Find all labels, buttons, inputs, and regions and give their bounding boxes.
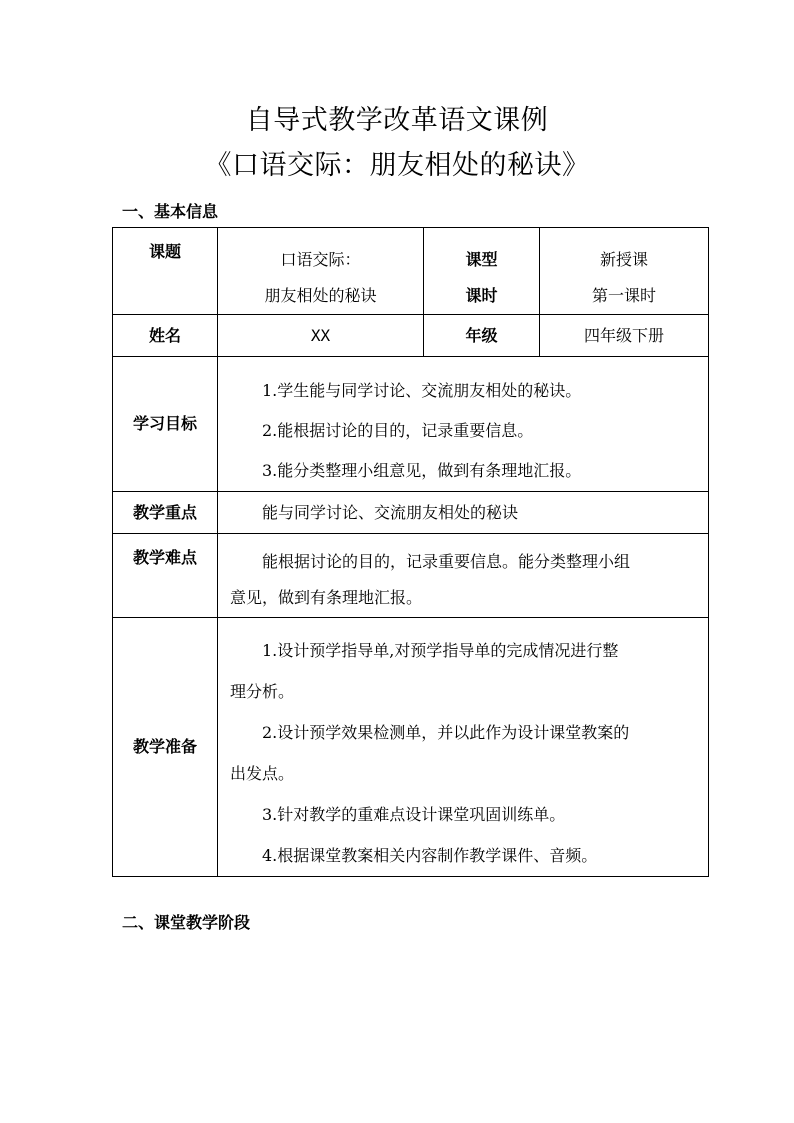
value-period: 第一课时 <box>591 286 656 305</box>
value-key-points: 能与同学讨论、交流朋友相处的秘诀 <box>218 492 709 534</box>
section-classroom-heading: 二、课堂教学阶段 <box>122 913 251 932</box>
difficulties-line-2: 意见，做到有条理地汇报。 <box>230 588 423 607</box>
label-preparation: 教学准备 <box>113 618 218 877</box>
table-row <box>113 357 709 492</box>
preparation-item-1-line-2: 理分析。 <box>230 682 295 701</box>
label-type-period <box>424 228 540 315</box>
label-topic <box>113 228 218 315</box>
label-difficulties-text: 教学难点 <box>132 548 197 567</box>
document-subtitle: 《口语交际：朋友相处的秘诀》 <box>204 150 590 181</box>
preparation-item-1-line-1: 1.设计预学指导单,对预学指导单的完成情况进行整 <box>262 641 619 660</box>
topic-line-1: 口语交际： <box>280 250 361 269</box>
section-basic-info-heading: 一、基本信息 <box>122 202 219 221</box>
value-difficulties <box>218 534 709 618</box>
table-row <box>113 228 709 315</box>
value-preparation <box>218 618 709 877</box>
preparation-item-2-line-2: 出发点。 <box>230 764 295 783</box>
value-name: XX <box>218 315 424 357</box>
table-row <box>113 534 709 618</box>
preparation-item-4: 4.根据课堂教案相关内容制作教学课件、音频。 <box>262 846 598 865</box>
goal-item: 2.能根据讨论的目的，记录重要信息。 <box>262 421 534 440</box>
label-key-points: 教学重点 <box>113 492 218 534</box>
label-difficulties <box>113 534 218 618</box>
basic-info-table <box>112 227 709 877</box>
value-topic <box>218 228 424 315</box>
label-topic-text: 课题 <box>148 242 181 261</box>
label-goals: 学习目标 <box>113 357 218 492</box>
value-goals <box>218 357 709 492</box>
goal-item: 3.能分类整理小组意见，做到有条理地汇报。 <box>262 461 582 480</box>
table-row <box>113 492 709 534</box>
value-grade: 四年级下册 <box>540 315 709 357</box>
preparation-item-3: 3.针对教学的重难点设计课堂巩固训练单。 <box>262 805 566 824</box>
label-grade: 年级 <box>424 315 540 357</box>
label-name: 姓名 <box>113 315 218 357</box>
value-type-period <box>540 228 709 315</box>
difficulties-line-1: 能根据讨论的目的，记录重要信息。能分类整理小组 <box>262 552 631 571</box>
goal-item: 1.学生能与同学讨论、交流朋友相处的秘诀。 <box>262 381 582 400</box>
value-type: 新授课 <box>599 250 648 269</box>
label-type: 课型 <box>465 250 498 269</box>
table-row <box>113 618 709 877</box>
label-period: 课时 <box>465 286 498 305</box>
topic-line-2: 朋友相处的秘诀 <box>264 286 377 305</box>
preparation-item-2-line-1: 2.设计预学效果检测单，并以此作为设计课堂教案的 <box>262 723 630 742</box>
table-row <box>113 315 709 357</box>
document-title: 自导式教学改革语文课例 <box>245 105 549 136</box>
